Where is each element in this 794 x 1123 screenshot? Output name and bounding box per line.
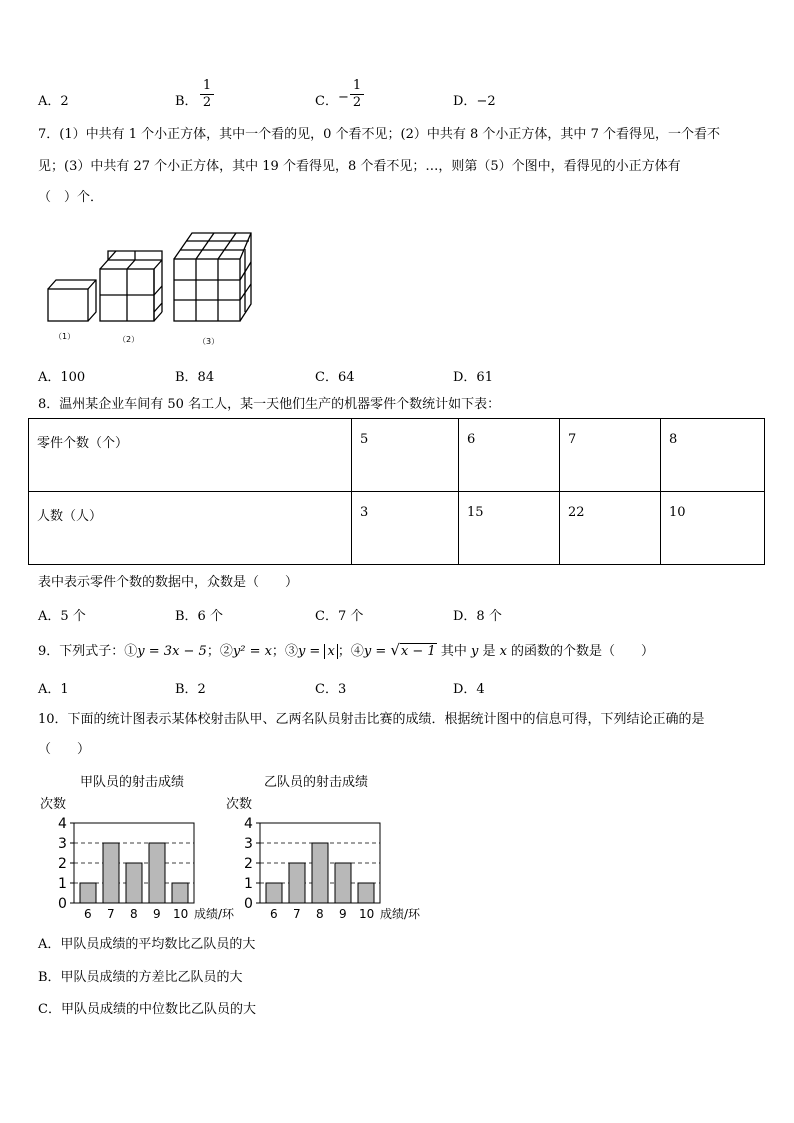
- y-axis-label: 次数: [226, 797, 253, 812]
- q7-line2: 见；(3）中共有 27 个小正方体，其中 19 个看得见，8 个看不见；…，则第（5）个图中，看得见的小正方体有: [38, 159, 681, 174]
- table-cell: 人数（人）: [29, 492, 352, 565]
- figure-label-1: （1）: [54, 332, 76, 341]
- q9-expr-3-abs: x: [324, 644, 337, 659]
- figure-label-3: （3）: [198, 337, 220, 346]
- y-tick-label: 1: [58, 876, 67, 892]
- table-cell: 15: [459, 492, 560, 565]
- q7-option-c: C．64: [315, 370, 355, 385]
- y-tick-label: 4: [58, 816, 67, 832]
- bar: [172, 883, 188, 903]
- q8-stem: 8．温州某企业车间有 50 名工人，某一天他们生产的机器零件个数统计如下表：: [38, 397, 501, 412]
- q6-option-b-label: B．: [175, 94, 198, 109]
- q9-option-c: C．3: [315, 682, 347, 697]
- y-tick-label: 2: [58, 856, 67, 872]
- y-tick-label: 3: [58, 836, 67, 852]
- x-tick-label: 9: [339, 907, 347, 921]
- q9-stem: 9．下列式子：①y = 3x − 5；②y² = x；③y = x ；④y = √x − 1 其中 y 是 x 的函数的个数是（ ）: [38, 641, 655, 659]
- x-tick-label: 9: [153, 907, 161, 921]
- chart-jia: [38, 768, 238, 923]
- q10-line1: 10．下面的统计图表示某体校射击队甲、乙两名队员射击比赛的成绩．根据统计图中的信息可得，下列结论正确的是: [38, 712, 705, 727]
- q9-expr-2: y² = x: [232, 644, 272, 659]
- q9-expr-4-radicand: x − 1: [400, 644, 436, 659]
- q8-option-c: C．7 个: [315, 609, 364, 624]
- chart-yi: [224, 768, 434, 923]
- bar: [103, 843, 119, 903]
- x-tick-label: 7: [293, 907, 301, 921]
- bar: [358, 883, 374, 903]
- bar: [266, 883, 282, 903]
- q7-option-b: B．84: [175, 370, 215, 385]
- x-tick-label: 8: [316, 907, 324, 921]
- y-axis-label: 次数: [40, 797, 67, 812]
- cube-3: [174, 233, 251, 321]
- q10-option-a: A．甲队员成绩的平均数比乙队员的大: [38, 937, 256, 952]
- q9-expr-1: y = 3x − 5: [137, 644, 207, 659]
- q8-table: [28, 418, 765, 565]
- table-cell: 10: [661, 492, 765, 565]
- q7-line1: 7．(1）中共有 1 个小正方体，其中一个看的见，0 个看不见；(2）中共有 8 个小正方体，其中 7 个看得见，一个看不: [38, 127, 720, 142]
- bar: [126, 863, 142, 903]
- bar: [335, 863, 351, 903]
- q7-option-a: A．100: [38, 370, 86, 385]
- q10-option-c: C．甲队员成绩的中位数比乙队员的大: [38, 1002, 256, 1017]
- y-tick-label: 0: [244, 896, 253, 912]
- sqrt-icon: √: [390, 641, 400, 659]
- x-tick-label: 7: [107, 907, 115, 921]
- table-cell: 3: [352, 492, 459, 565]
- y-tick-label: 3: [244, 836, 253, 852]
- q6-option-b-fraction: $\frac{1}{2}$: [200, 78, 214, 111]
- cube-2: [100, 251, 162, 321]
- q10-option-b: B．甲队员成绩的方差比乙队员的大: [38, 970, 243, 985]
- y-tick-label: 1: [244, 876, 253, 892]
- x-axis-label: 成绩/环: [194, 907, 235, 921]
- table-row: [29, 492, 765, 565]
- bar: [289, 863, 305, 903]
- x-axis-label: 成绩/环: [380, 907, 421, 921]
- q7-option-d: D．61: [453, 370, 493, 385]
- q7-line3: （ ）个．: [38, 190, 104, 205]
- x-tick-label: 8: [130, 907, 138, 921]
- table-cell: 5: [352, 419, 459, 492]
- q8-option-a: A．5 个: [38, 609, 86, 624]
- table-cell: 零件个数（个）: [29, 419, 352, 492]
- q8-after: 表中表示零件个数的数据中，众数是（ ）: [38, 575, 299, 590]
- q9-option-b: B．2: [175, 682, 206, 697]
- y-tick-label: 4: [244, 816, 253, 832]
- x-tick-label: 6: [270, 907, 278, 921]
- x-tick-label: 10: [359, 907, 375, 921]
- q8-option-b: B．6 个: [175, 609, 223, 624]
- x-tick-label: 10: [173, 907, 189, 921]
- q10-line2: （ ）: [38, 742, 91, 757]
- table-row: [29, 419, 765, 492]
- table-cell: 8: [661, 419, 765, 492]
- q8-option-d: D．8 个: [453, 609, 502, 624]
- q6-option-a: A．2: [38, 94, 69, 109]
- x-tick-label: 6: [84, 907, 92, 921]
- chart-title: 甲队员的射击成绩: [80, 775, 185, 790]
- q9-option-a: A．1: [38, 682, 69, 697]
- table-cell: 22: [560, 492, 661, 565]
- table-cell: 6: [459, 419, 560, 492]
- y-tick-label: 2: [244, 856, 253, 872]
- bar: [149, 843, 165, 903]
- cube-1: [48, 280, 96, 321]
- figure-label-2: （2）: [118, 335, 140, 344]
- bar: [312, 843, 328, 903]
- y-tick-label: 0: [58, 896, 67, 912]
- q6-option-c-sign: −: [338, 90, 349, 105]
- q6-option-c-label: C．: [315, 94, 338, 109]
- table-cell: 7: [560, 419, 661, 492]
- bar: [80, 883, 96, 903]
- q9-option-d: D．4: [453, 682, 485, 697]
- q6-option-d: D．−2: [453, 94, 496, 109]
- q6-option-c-fraction: $\frac{1}{2}$: [350, 78, 364, 111]
- chart-title: 乙队员的射击成绩: [264, 775, 369, 790]
- cube-figure: [40, 226, 270, 350]
